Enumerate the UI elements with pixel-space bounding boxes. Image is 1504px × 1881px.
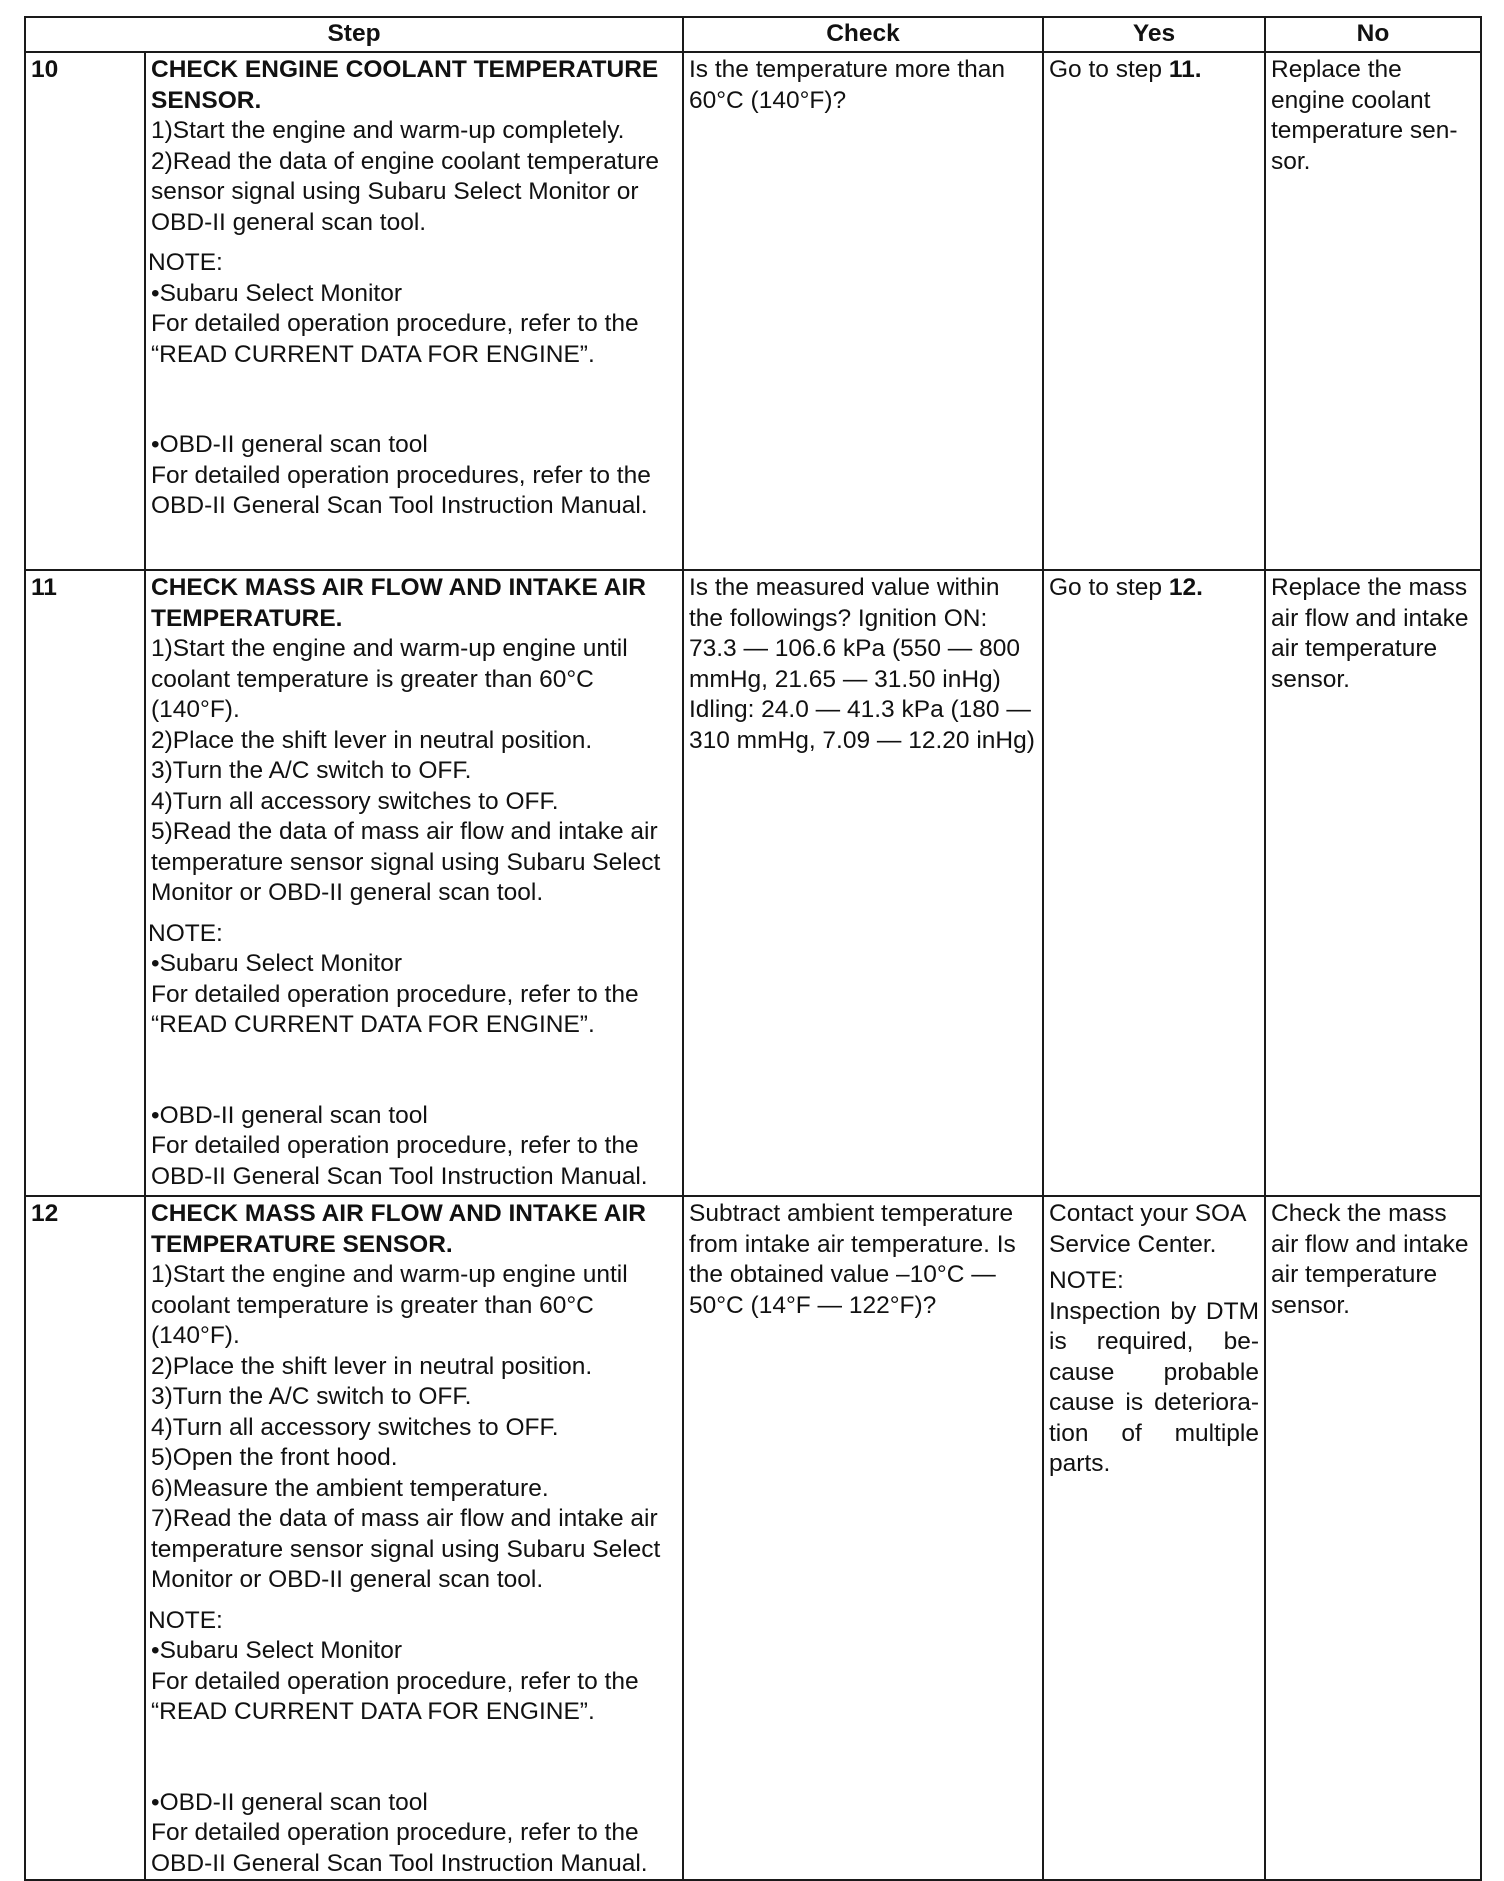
step-number: 10 xyxy=(25,52,145,570)
step-item: 2)Place the shift lever in neutral position. xyxy=(151,1352,593,1380)
step-item: 5)Open the front hood. xyxy=(151,1444,398,1471)
no-cell: Replace the mass air flow and intake air temperature sensor. xyxy=(1265,570,1481,1196)
step-item: 3)Turn the A/C switch to OFF. xyxy=(151,757,472,784)
step-item: 4)Turn all accessory switches to OFF. xyxy=(151,1413,559,1441)
check-cell: Is the measured value within the followings? Ignition ON: 73.3 — 106.6 kPa (550 — 800 mmHg, 21.65 — 31.50 inHg) Idling: 24.0 — 41.3 kPa (180 — 310 mmHg, 7.09 — 12.20 inHg) xyxy=(683,570,1043,1196)
check-cell: Subtract ambient temperature from intake air temperature. Is the obtained value –10°C — 50°C (14°F — 122°F)? xyxy=(683,1196,1043,1880)
table-row xyxy=(25,1196,1481,1880)
note-tool-title: •Subaru Select Monitor xyxy=(151,1637,402,1664)
no-cell: Check the mass air flow and intake air temperature sensor. xyxy=(1265,1196,1481,1880)
yes-step-link: 11. xyxy=(1168,56,1202,83)
yes-step-link: 12. xyxy=(1168,574,1203,601)
note-tool-text: For detailed operation procedure, refer to the OBD-II General Scan Tool Instruction Manual. xyxy=(151,1819,648,1877)
step-item: 5)Read the data of mass air flow and intake air temperature sensor signal using Subaru Select Monitor or OBD-II general scan tool. xyxy=(151,818,661,906)
header-yes: Yes xyxy=(1043,17,1265,52)
note-tool-title: •OBD-II general scan tool xyxy=(151,1101,428,1129)
step-number: 12 xyxy=(25,1196,145,1880)
note-tool-title: •OBD-II general scan tool xyxy=(151,1788,428,1816)
yes-note-label: NOTE: xyxy=(1049,1267,1124,1294)
note-label: NOTE: xyxy=(148,1606,223,1634)
note-label: NOTE: xyxy=(148,249,223,276)
yes-cell xyxy=(1043,1196,1265,1880)
step-item: 1)Start the engine and warm-up engine until coolant temperature is greater than 60°C (140°F). xyxy=(151,1261,628,1349)
header-no: No xyxy=(1265,17,1481,52)
header-step: Step xyxy=(25,17,683,52)
no-cell: Replace the engine coolant temperature sen-sor. xyxy=(1265,52,1481,570)
step-item: 6)Measure the ambient temperature. xyxy=(151,1474,549,1502)
note-tool-text: For detailed operation procedure, refer to the “READ CURRENT DATA FOR ENGINE”. xyxy=(151,980,639,1038)
yes-note-text: Inspection by DTM is required, be-cause probable cause is deteriora-tion of multiple parts. xyxy=(1049,1297,1259,1477)
table-row xyxy=(25,52,1481,570)
note-tool-title: •Subaru Select Monitor xyxy=(151,950,402,977)
step-item: 2)Place the shift lever in neutral position. xyxy=(151,726,593,754)
step-description xyxy=(145,52,683,570)
table-row xyxy=(25,570,1481,1196)
step-item: 1)Start the engine and warm-up engine until coolant temperature is greater than 60°C (140°F). xyxy=(151,635,628,723)
yes-text: Contact your SOA Service Center. xyxy=(1049,1200,1246,1258)
table-header-row xyxy=(25,17,1481,52)
step-title: CHECK MASS AIR FLOW AND INTAKE AIR TEMPERATURE SENSOR. xyxy=(151,1200,646,1258)
check-cell: Is the temperature more than 60°C (140°F)? xyxy=(683,52,1043,570)
yes-cell: Go to step 12. xyxy=(1043,570,1265,1196)
step-item: 2)Read the data of engine coolant temperature sensor signal using Subaru Select Monitor or OBD-II general scan tool. xyxy=(151,147,660,236)
step-number: 11 xyxy=(25,570,145,1196)
step-title: CHECK ENGINE COOLANT TEMPERATURE SENSOR. xyxy=(151,56,659,114)
step-item: 3)Turn the A/C switch to OFF. xyxy=(151,1383,472,1410)
note-tool-text: For detailed operation procedure, refer to the OBD-II General Scan Tool Instruction Manual. xyxy=(151,1132,648,1190)
note-label: NOTE: xyxy=(148,919,223,947)
step-description xyxy=(145,1196,683,1880)
diagnostic-procedure-table xyxy=(24,16,1482,1881)
note-tool-text: For detailed operation procedure, refer to the “READ CURRENT DATA FOR ENGINE”. xyxy=(151,310,639,368)
header-check: Check xyxy=(683,17,1043,52)
step-item: 7)Read the data of mass air flow and intake air temperature sensor signal using Subaru Select Monitor or OBD-II general scan tool. xyxy=(151,1505,661,1593)
step-description xyxy=(145,570,683,1196)
yes-cell: Go to step 11. xyxy=(1043,52,1265,570)
step-item: 1)Start the engine and warm-up completely. xyxy=(151,117,625,144)
note-tool-title: •OBD-II general scan tool xyxy=(151,431,428,458)
step-item: 4)Turn all accessory switches to OFF. xyxy=(151,787,559,815)
note-tool-text: For detailed operation procedure, refer to the “READ CURRENT DATA FOR ENGINE”. xyxy=(151,1667,639,1725)
note-tool-title: •Subaru Select Monitor xyxy=(151,279,402,307)
step-title: CHECK MASS AIR FLOW AND INTAKE AIR TEMPERATURE. xyxy=(151,574,646,632)
note-tool-text: For detailed operation procedures, refer to the OBD-II General Scan Tool Instruction Manual. xyxy=(151,461,651,519)
